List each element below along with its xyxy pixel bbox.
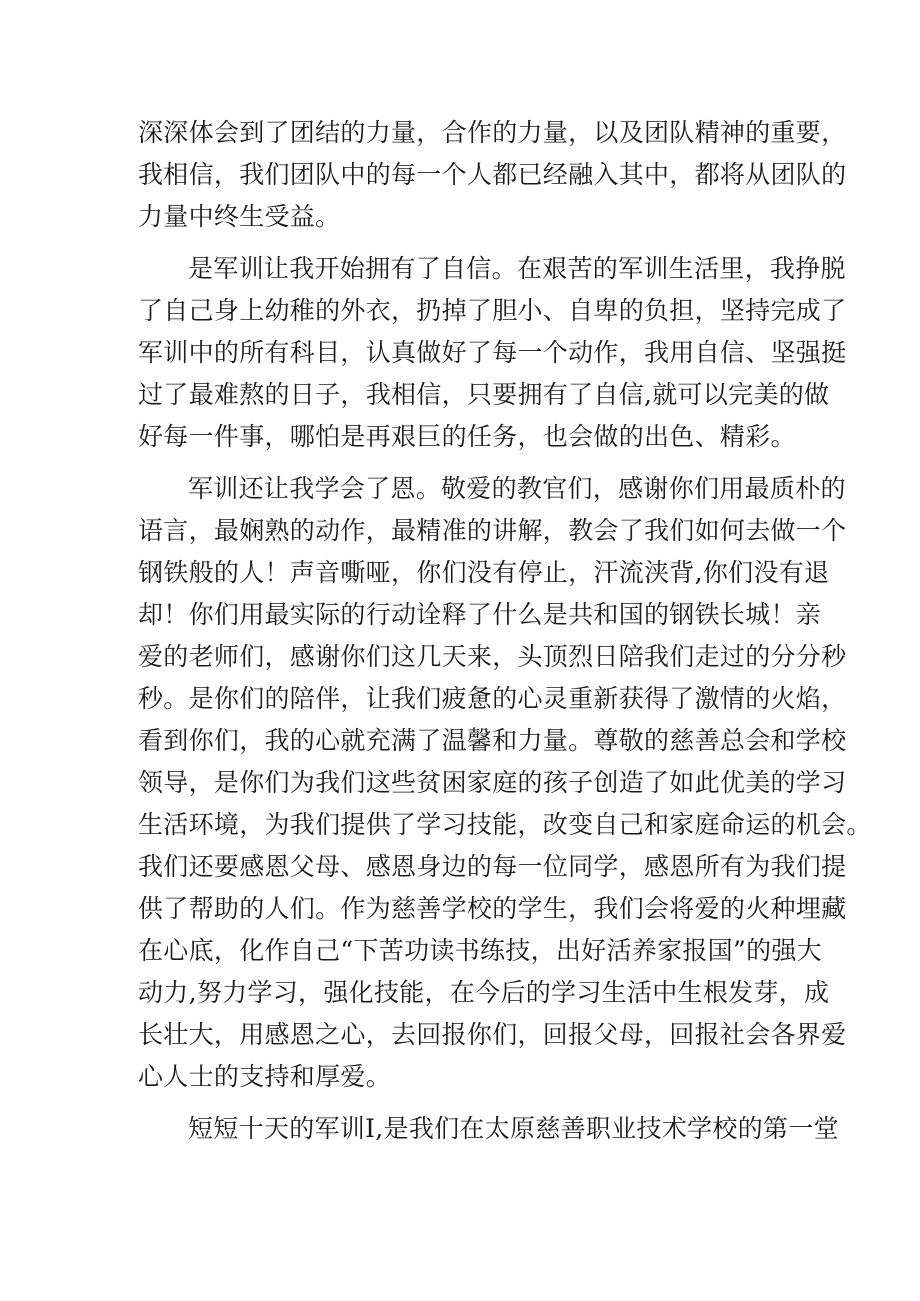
text-line: 领导，是你们为我们这些贫困家庭的孩子创造了如此优美的学习	[138, 768, 847, 797]
paragraph-2	[138, 248, 847, 458]
text-line: 心人士的支持和厚爱。	[138, 1062, 392, 1091]
text-line: 好每一件事，哪怕是再艰巨的任务，也会做的出色、精彩。	[138, 422, 796, 451]
text-line: 我相信，我们团队中的每一个人都已经融入其中，都将从团队的	[138, 160, 847, 189]
text-line: 长壮大，用感恩之心，去回报你们，回报父母，回报社会各界爱	[138, 1020, 847, 1049]
text-line: 过了最难熬的日子，我相信，只要拥有了自信,就可以完美的做	[138, 380, 830, 409]
text-line: 力量中终生受益。	[138, 202, 341, 231]
text-line: 语言，最娴熟的动作，最精准的讲解，教会了我们如何去做一个	[138, 516, 847, 545]
paragraph-1	[138, 112, 847, 238]
text-line: 秒。是你们的陪伴，让我们疲惫的心灵重新获得了激情的火焰，	[138, 684, 847, 713]
text-line: 短短十天的军训I,是我们在太原慈善职业技术学校的第一堂	[188, 1114, 839, 1143]
paragraph-4	[138, 1108, 839, 1150]
text-line: 动力,努力学习，强化技能，在今后的学习生活中生根发芽，成	[138, 978, 830, 1007]
text-line: 军训中的所有科目，认真做好了每一个动作，我用自信、坚强挺	[138, 338, 847, 367]
text-line: 是军训让我开始拥有了自信。在艰苦的军训生活里，我挣脱	[188, 254, 846, 283]
text-line: 供了帮助的人们。作为慈善学校的学生，我们会将爱的火种埋藏	[138, 894, 847, 923]
text-line: 生活环境，为我们提供了学习技能，改变自己和家庭命运的机会。	[138, 810, 872, 839]
text-line: 看到你们，我的心就充满了温馨和力量。尊敬的慈善总会和学校	[138, 726, 847, 755]
text-line: 深深体会到了团结的力量，合作的力量，以及团队精神的重要，	[138, 118, 847, 147]
text-line: 军训还让我学会了恩。敬爱的教官们，感谢你们用最质朴的	[188, 474, 846, 503]
text-line: 了自己身上幼稚的外衣，扔掉了胆小、自卑的负担，坚持完成了	[138, 296, 847, 325]
text-line: 在心底，化作自己“下苦功读书练技，出好活养家报国”的强大	[138, 936, 822, 965]
text-line: 我们还要感恩父母、感恩身边的每一位同学，感恩所有为我们提	[138, 852, 847, 881]
text-line: 却！你们用最实际的行动诠释了什么是共和国的钢铁长城！亲	[138, 600, 822, 629]
text-line: 爱的老师们，感谢你们这几天来，头顶烈日陪我们走过的分分秒	[138, 642, 847, 671]
document-body	[138, 112, 872, 1150]
text-line: 钢铁般的人！声音嘶哑，你们没有停止，汗流浃背,你们没有退	[138, 558, 830, 587]
paragraph-3	[138, 468, 872, 1098]
